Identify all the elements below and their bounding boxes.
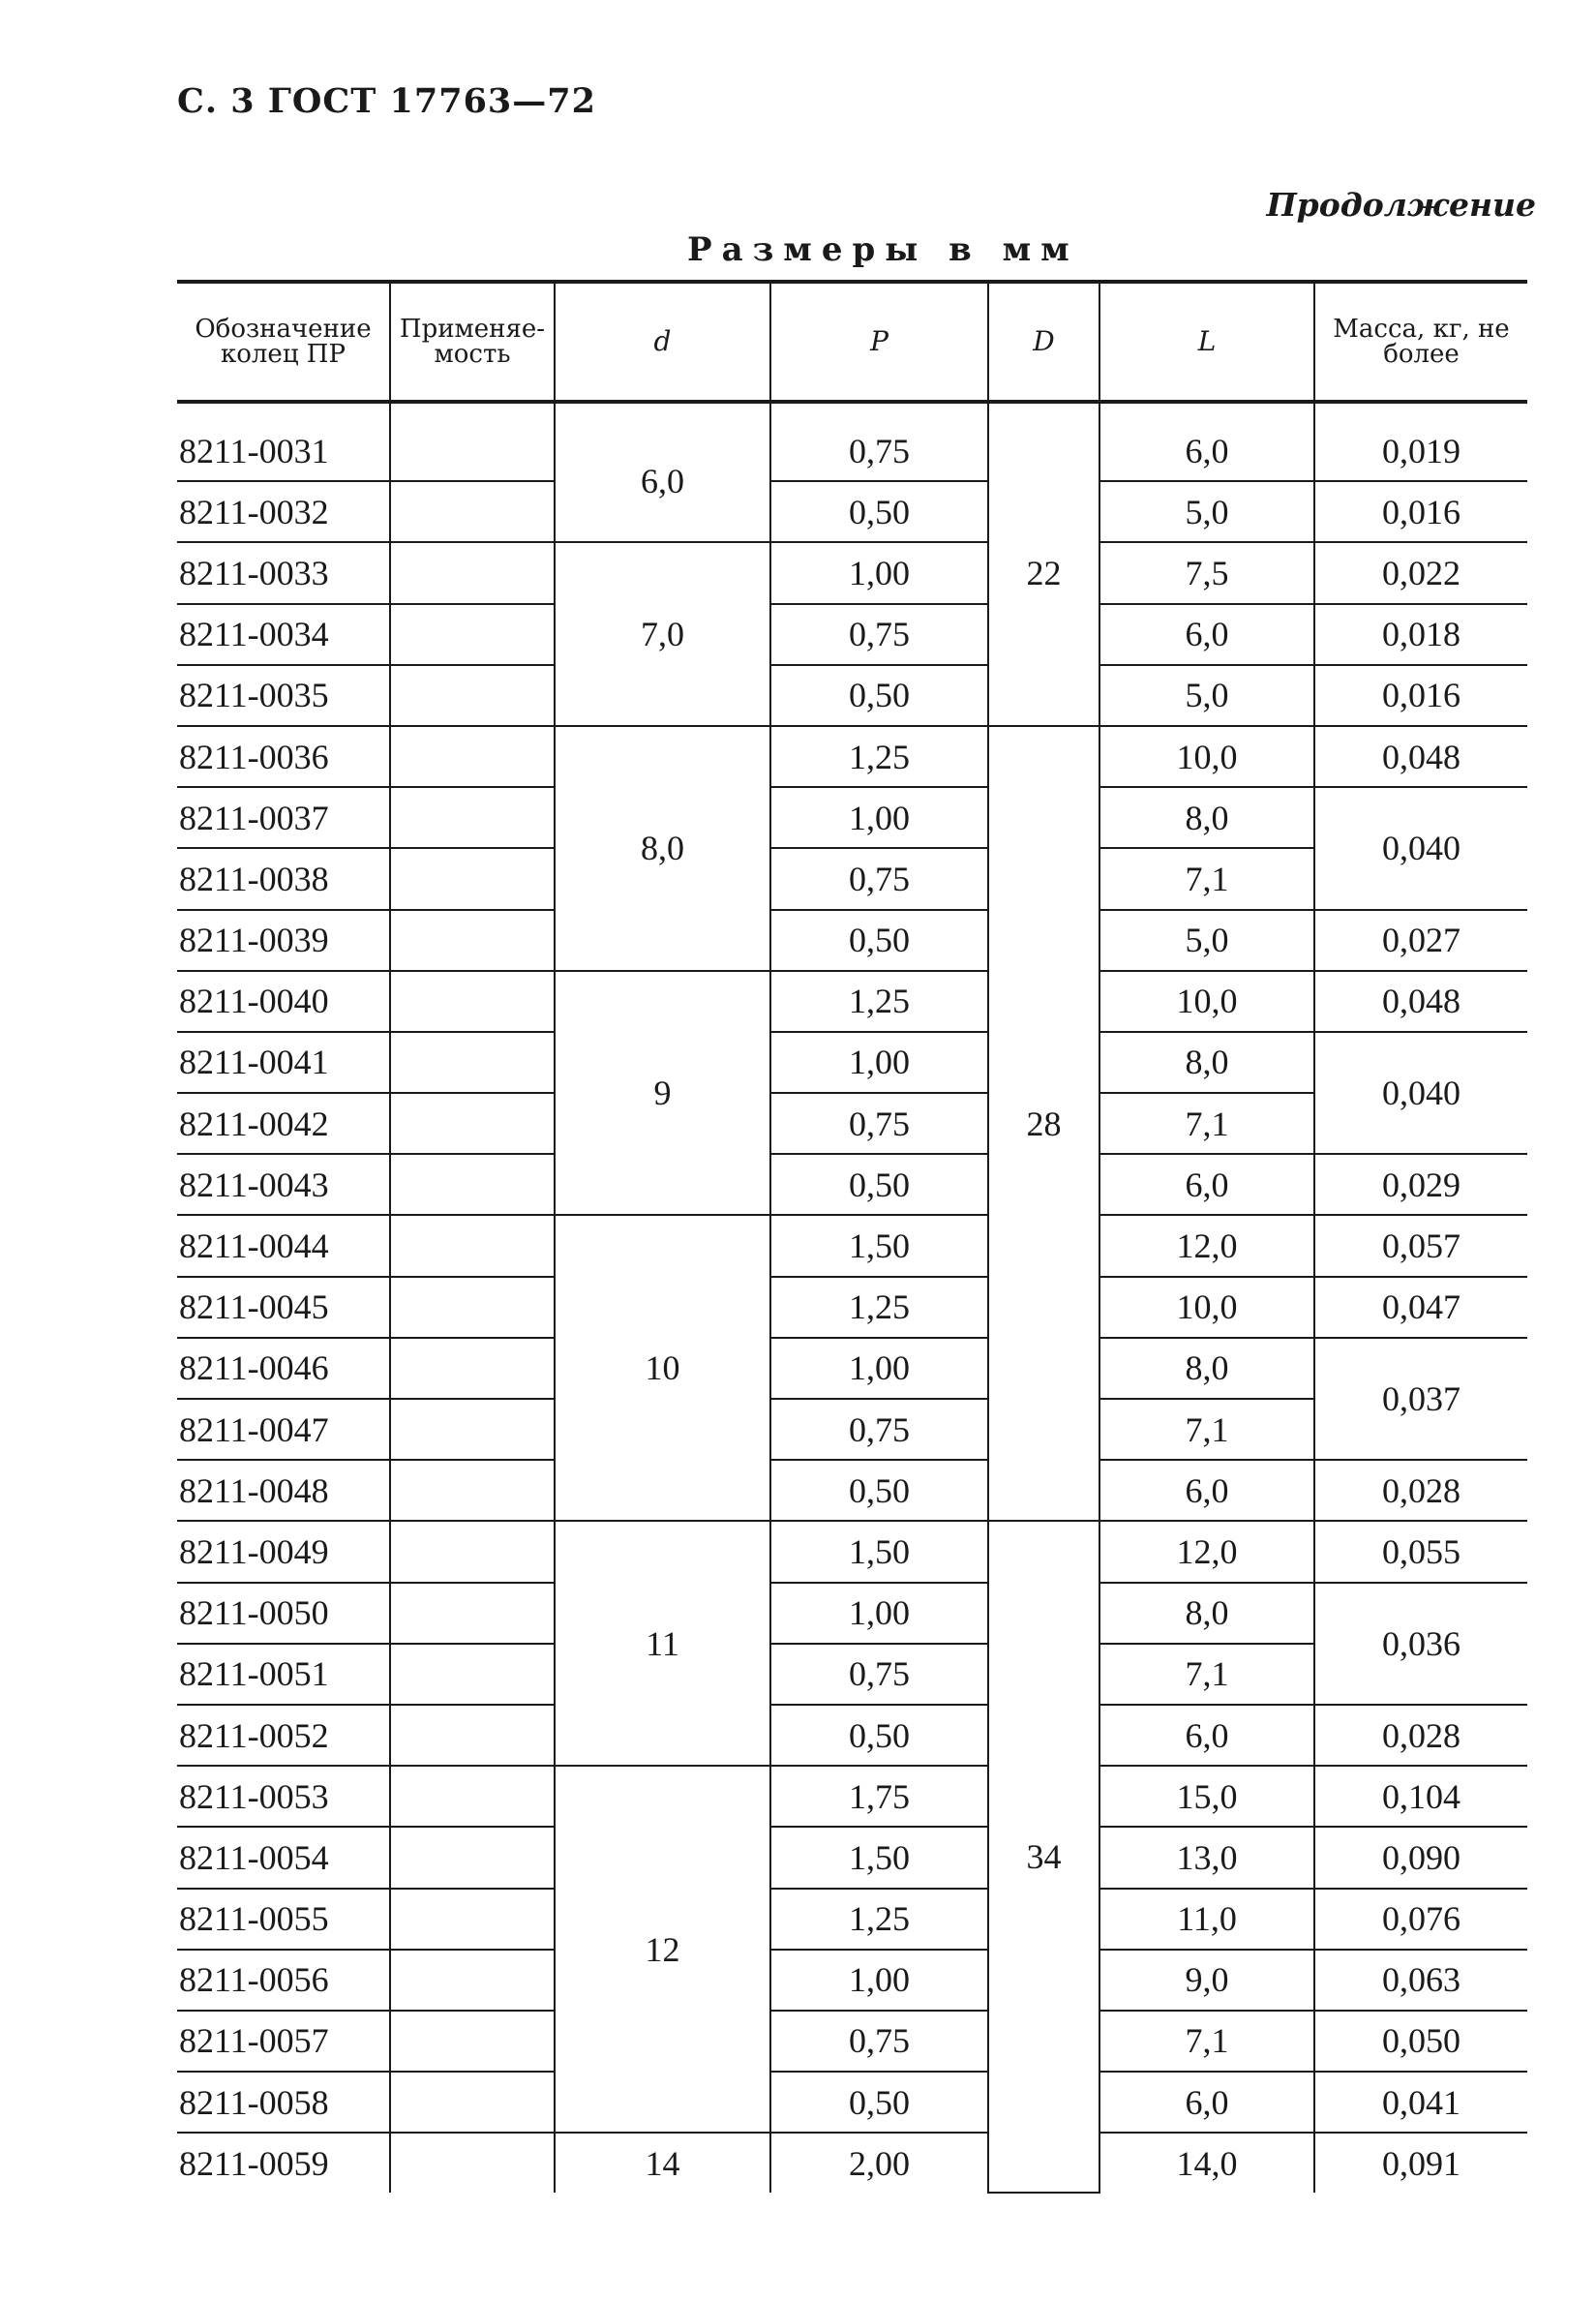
- mass-cell: 0,016: [1314, 481, 1527, 542]
- header-d: d: [555, 282, 770, 402]
- mass-cell: 0,104: [1314, 1766, 1527, 1827]
- ring-code-cell: 8211-0050: [177, 1583, 390, 1644]
- header-mass: Масса, кг, не более: [1314, 282, 1527, 402]
- pitch-cell: 0,75: [770, 1644, 988, 1705]
- header-p: P: [770, 282, 988, 402]
- pitch-cell: 1,25: [770, 1889, 988, 1950]
- length-cell: 15,0: [1099, 1766, 1314, 1827]
- table-row: [177, 1583, 1527, 1644]
- ring-code-cell: 8211-0049: [177, 1521, 390, 1582]
- applicability-cell: [390, 971, 555, 1032]
- ring-code-cell: 8211-0048: [177, 1460, 390, 1521]
- applicability-cell: [390, 1277, 555, 1338]
- outer-diameter-cell: 22: [988, 402, 1099, 726]
- table-row: [177, 1338, 1527, 1399]
- length-cell: 8,0: [1099, 1338, 1314, 1399]
- length-cell: 6,0: [1099, 1460, 1314, 1521]
- ring-code-cell: 8211-0052: [177, 1705, 390, 1766]
- mass-cell: 0,050: [1314, 2011, 1527, 2072]
- mass-cell: 0,076: [1314, 1889, 1527, 1950]
- length-cell: 11,0: [1099, 1889, 1314, 1950]
- applicability-cell: [390, 402, 555, 481]
- applicability-cell: [390, 1399, 555, 1460]
- d-value-cell: 7,0: [555, 542, 770, 726]
- length-cell: 6,0: [1099, 2072, 1314, 2133]
- applicability-cell: [390, 1032, 555, 1093]
- continuation-label: Продолжение: [1266, 186, 1536, 224]
- table-row: [177, 2133, 1527, 2193]
- mass-cell: 0,022: [1314, 542, 1527, 603]
- pitch-cell: 1,25: [770, 971, 988, 1032]
- applicability-cell: [390, 2072, 555, 2133]
- length-cell: 5,0: [1099, 910, 1314, 971]
- ring-code-cell: 8211-0056: [177, 1950, 390, 2011]
- table-row: [177, 1521, 1527, 1582]
- ring-code-cell: 8211-0053: [177, 1766, 390, 1827]
- length-cell: 10,0: [1099, 726, 1314, 787]
- applicability-cell: [390, 1460, 555, 1521]
- pitch-cell: 0,50: [770, 1460, 988, 1521]
- length-cell: 9,0: [1099, 1950, 1314, 2011]
- length-cell: 7,5: [1099, 542, 1314, 603]
- length-cell: 7,1: [1099, 1093, 1314, 1154]
- pitch-cell: 0,50: [770, 481, 988, 542]
- length-cell: 6,0: [1099, 1154, 1314, 1215]
- ring-code-cell: 8211-0054: [177, 1827, 390, 1888]
- table-row: [177, 1032, 1527, 1093]
- length-cell: 7,1: [1099, 2011, 1314, 2072]
- length-cell: 12,0: [1099, 1215, 1314, 1276]
- pitch-cell: 1,00: [770, 1583, 988, 1644]
- applicability-cell: [390, 726, 555, 787]
- table-row: [177, 787, 1527, 848]
- mass-cell: 0,063: [1314, 1950, 1527, 2011]
- d-value-cell: 12: [555, 1766, 770, 2133]
- applicability-cell: [390, 1644, 555, 1705]
- table-body: [177, 402, 1527, 2193]
- applicability-cell: [390, 2133, 555, 2193]
- length-cell: 7,1: [1099, 848, 1314, 909]
- mass-cell: 0,027: [1314, 910, 1527, 971]
- length-cell: 8,0: [1099, 1032, 1314, 1093]
- length-cell: 5,0: [1099, 481, 1314, 542]
- table-row: [177, 481, 1527, 542]
- d-value-cell: 8,0: [555, 726, 770, 971]
- applicability-cell: [390, 848, 555, 909]
- mass-cell: 0,040: [1314, 787, 1527, 909]
- header-designation: Обозначение колец ПР: [177, 282, 390, 402]
- applicability-cell: [390, 1093, 555, 1154]
- pitch-cell: 1,00: [770, 542, 988, 603]
- ring-code-cell: 8211-0037: [177, 787, 390, 848]
- pitch-cell: 2,00: [770, 2133, 988, 2193]
- table-row: [177, 1460, 1527, 1521]
- table-row: [177, 726, 1527, 787]
- applicability-cell: [390, 665, 555, 726]
- applicability-cell: [390, 1154, 555, 1215]
- pitch-cell: 1,00: [770, 1950, 988, 2011]
- table-row: [177, 1154, 1527, 1215]
- mass-cell: 0,091: [1314, 2133, 1527, 2193]
- length-cell: 12,0: [1099, 1521, 1314, 1582]
- ring-code-cell: 8211-0043: [177, 1154, 390, 1215]
- mass-cell: 0,019: [1314, 402, 1527, 481]
- table-header-row: [177, 282, 1527, 402]
- pitch-cell: 1,50: [770, 1521, 988, 1582]
- pitch-cell: 0,75: [770, 604, 988, 665]
- table-row: [177, 1950, 1527, 2011]
- mass-cell: 0,055: [1314, 1521, 1527, 1582]
- page-header: С. 3 ГОСТ 17763—72: [177, 81, 596, 121]
- ring-code-cell: 8211-0035: [177, 665, 390, 726]
- units-caption: Размеры в мм: [687, 230, 1079, 269]
- mass-cell: 0,016: [1314, 665, 1527, 726]
- applicability-cell: [390, 1889, 555, 1950]
- length-cell: 13,0: [1099, 1827, 1314, 1888]
- ring-code-cell: 8211-0044: [177, 1215, 390, 1276]
- ring-code-cell: 8211-0042: [177, 1093, 390, 1154]
- length-cell: 6,0: [1099, 1705, 1314, 1766]
- mass-cell: 0,047: [1314, 1277, 1527, 1338]
- applicability-cell: [390, 910, 555, 971]
- pitch-cell: 1,50: [770, 1827, 988, 1888]
- ring-code-cell: 8211-0055: [177, 1889, 390, 1950]
- pitch-cell: 0,75: [770, 1399, 988, 1460]
- length-cell: 10,0: [1099, 971, 1314, 1032]
- ring-code-cell: 8211-0058: [177, 2072, 390, 2133]
- length-cell: 10,0: [1099, 1277, 1314, 1338]
- outer-diameter-cell: 28: [988, 726, 1099, 1521]
- applicability-cell: [390, 1705, 555, 1766]
- pitch-cell: 1,25: [770, 726, 988, 787]
- applicability-cell: [390, 542, 555, 603]
- applicability-cell: [390, 2011, 555, 2072]
- applicability-cell: [390, 1215, 555, 1276]
- length-cell: 7,1: [1099, 1644, 1314, 1705]
- table-row: [177, 542, 1527, 603]
- pitch-cell: 0,50: [770, 910, 988, 971]
- table-row: [177, 1827, 1527, 1888]
- header-l: L: [1099, 282, 1314, 402]
- ring-code-cell: 8211-0051: [177, 1644, 390, 1705]
- ring-code-cell: 8211-0046: [177, 1338, 390, 1399]
- d-value-cell: 6,0: [555, 402, 770, 542]
- applicability-cell: [390, 1766, 555, 1827]
- applicability-cell: [390, 604, 555, 665]
- ring-code-cell: 8211-0057: [177, 2011, 390, 2072]
- mass-cell: 0,028: [1314, 1460, 1527, 1521]
- mass-cell: 0,036: [1314, 1583, 1527, 1705]
- ring-code-cell: 8211-0033: [177, 542, 390, 603]
- mass-cell: 0,090: [1314, 1827, 1527, 1888]
- header-applicability: Применяе-мость: [390, 282, 555, 402]
- ring-code-cell: 8211-0041: [177, 1032, 390, 1093]
- pitch-cell: 0,75: [770, 1093, 988, 1154]
- applicability-cell: [390, 481, 555, 542]
- d-value-cell: 11: [555, 1521, 770, 1766]
- pitch-cell: 0,50: [770, 665, 988, 726]
- pitch-cell: 1,75: [770, 1766, 988, 1827]
- applicability-cell: [390, 1521, 555, 1582]
- ring-code-cell: 8211-0039: [177, 910, 390, 971]
- table-row: [177, 971, 1527, 1032]
- applicability-cell: [390, 1827, 555, 1888]
- ring-code-cell: 8211-0045: [177, 1277, 390, 1338]
- pitch-cell: 1,00: [770, 1032, 988, 1093]
- ring-code-cell: 8211-0047: [177, 1399, 390, 1460]
- mass-cell: 0,048: [1314, 726, 1527, 787]
- ring-code-cell: 8211-0040: [177, 971, 390, 1032]
- applicability-cell: [390, 787, 555, 848]
- length-cell: 6,0: [1099, 604, 1314, 665]
- ring-code-cell: 8211-0032: [177, 481, 390, 542]
- pitch-cell: 0,50: [770, 1154, 988, 1215]
- table-row: [177, 402, 1527, 481]
- mass-cell: 0,041: [1314, 2072, 1527, 2133]
- table-row: [177, 1705, 1527, 1766]
- mass-cell: 0,029: [1314, 1154, 1527, 1215]
- pitch-cell: 0,75: [770, 848, 988, 909]
- pitch-cell: 0,50: [770, 1705, 988, 1766]
- table-row: [177, 604, 1527, 665]
- mass-cell: 0,057: [1314, 1215, 1527, 1276]
- table-row: [177, 1766, 1527, 1827]
- mass-cell: 0,028: [1314, 1705, 1527, 1766]
- d-value-cell: 10: [555, 1215, 770, 1521]
- length-cell: 14,0: [1099, 2133, 1314, 2193]
- outer-diameter-cell: 34: [988, 1521, 1099, 2193]
- pitch-cell: 1,25: [770, 1277, 988, 1338]
- pitch-cell: 0,50: [770, 2072, 988, 2133]
- length-cell: 6,0: [1099, 402, 1314, 481]
- table-row: [177, 910, 1527, 971]
- header-big-d: D: [988, 282, 1099, 402]
- ring-code-cell: 8211-0059: [179, 2143, 329, 2183]
- table-row: [177, 1215, 1527, 1276]
- mass-cell: 0,048: [1314, 971, 1527, 1032]
- ring-code-cell: 8211-0034: [177, 604, 390, 665]
- dimensions-table: [177, 280, 1527, 2194]
- ring-code-cell: 8211-0036: [177, 726, 390, 787]
- pitch-cell: 0,75: [770, 2011, 988, 2072]
- mass-cell: 0,018: [1314, 604, 1527, 665]
- length-cell: 5,0: [1099, 665, 1314, 726]
- length-cell: 8,0: [1099, 787, 1314, 848]
- pitch-cell: 0,75: [770, 402, 988, 481]
- table-row: [177, 2011, 1527, 2072]
- length-cell: 8,0: [1099, 1583, 1314, 1644]
- applicability-cell: [390, 1338, 555, 1399]
- pitch-cell: 1,00: [770, 1338, 988, 1399]
- applicability-cell: [390, 1583, 555, 1644]
- table-row: [177, 1889, 1527, 1950]
- length-cell: 7,1: [1099, 1399, 1314, 1460]
- mass-cell: 0,037: [1314, 1338, 1527, 1460]
- applicability-cell: [390, 1950, 555, 2011]
- table-row: [177, 1277, 1527, 1338]
- d-value-cell: 9: [555, 971, 770, 1216]
- mass-cell: 0,040: [1314, 1032, 1527, 1154]
- ring-code-cell: 8211-0038: [177, 848, 390, 909]
- d-value-cell: 14: [555, 2133, 770, 2193]
- pitch-cell: 1,00: [770, 787, 988, 848]
- ring-code-cell: 8211-0031: [177, 402, 390, 481]
- pitch-cell: 1,50: [770, 1215, 988, 1276]
- table-row: [177, 2072, 1527, 2133]
- table-row: [177, 665, 1527, 726]
